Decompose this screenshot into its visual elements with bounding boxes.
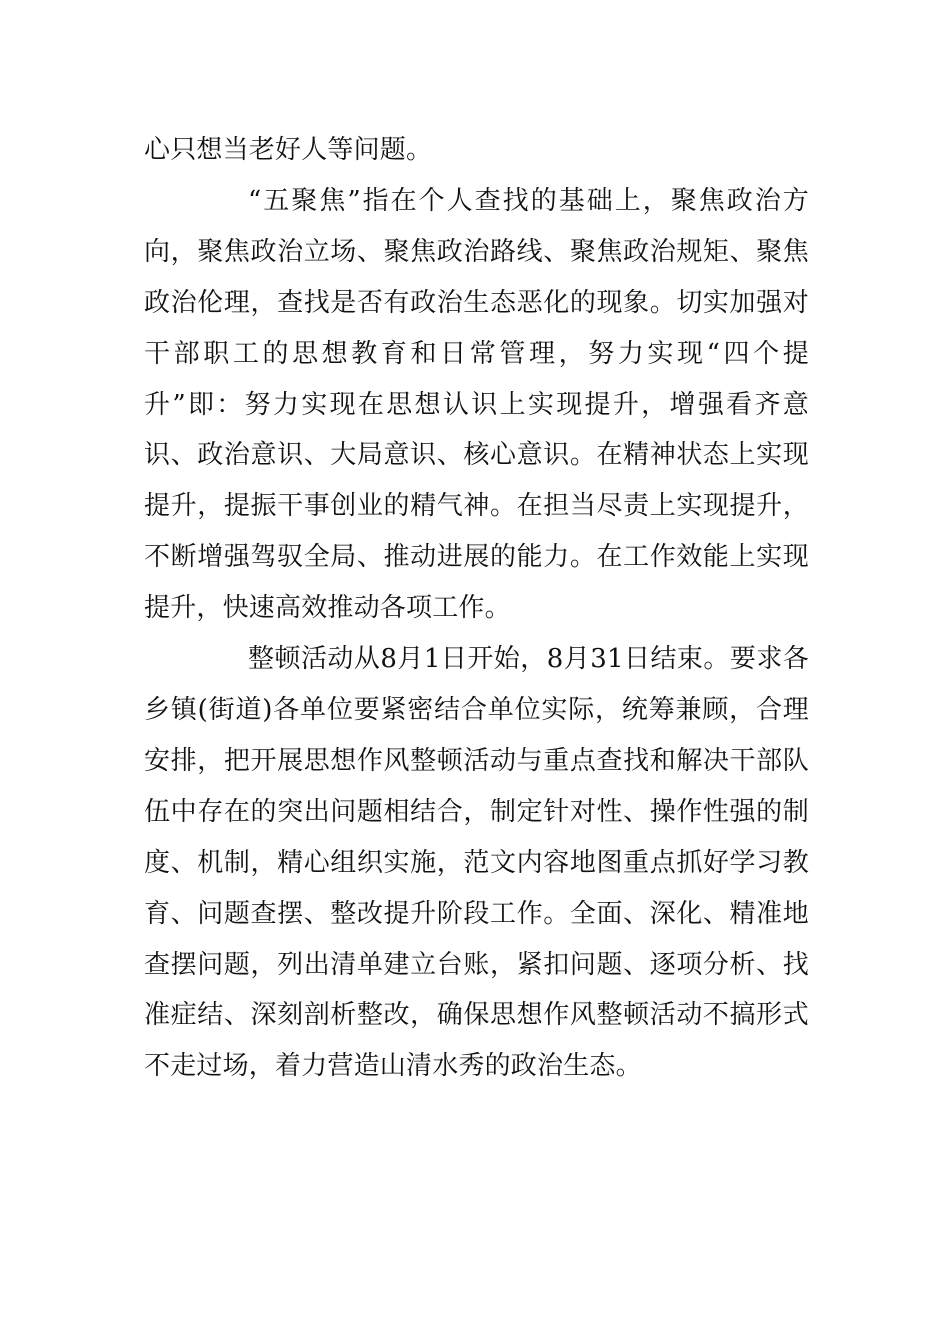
document-body <box>144 125 809 1092</box>
paragraph-rectification-schedule: 整顿活动从8月1日开始，8月31日结束。要求各乡镇(街道)各单位要紧密结合单位实际，统筹兼顾，合理安排，把开展思想作风整顿活动与重点查找和解决干部队伍中存在的突出问题相结合，制定针对性、操作性强的制度、机制，精心组织实施，范文内容地图重点抓好学习教育、问题查摆、整改提升阶段工作。全面、深化、精准地查摆问题，列出清单建立台账，紧扣问题、逐项分析、找准症结、深刻剖析整改，确保思想作风整顿活动不搞形式不走过场，着力营造山清水秀的政治生态。 <box>144 644 809 1082</box>
paragraph-five-focuses: “五聚焦”指在个人查找的基础上，聚焦政治方向，聚焦政治立场、聚焦政治路线、聚焦政治规矩、聚焦政治伦理，查找是否有政治生态恶化的现象。切实加强对干部职工的思想教育和日常管理，努力实现“四个提升”即：努力实现在思想认识上实现提升，增强看齐意识、政治意识、大局意识、核心意识。在精神状态上实现提升，提振干事创业的精气神。在担当尽责上实现提升，不断增强驾驭全局、推动进展的能力。在工作效能上实现提升，快速高效推动各项工作。 <box>144 185 809 624</box>
paragraph-continuation: 心只想当老好人等问题。 <box>144 135 433 165</box>
